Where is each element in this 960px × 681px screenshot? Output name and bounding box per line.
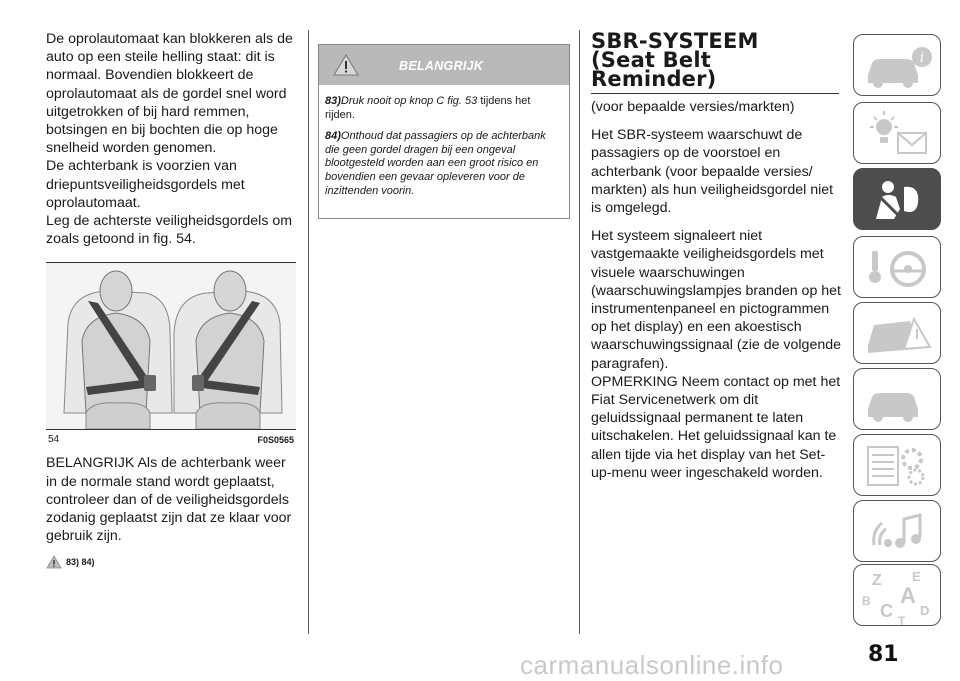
tab-index[interactable] xyxy=(853,564,941,626)
page-number: 81 xyxy=(868,642,899,667)
figure-number: 54 xyxy=(48,434,60,446)
svg-text:D: D xyxy=(920,603,930,618)
warning-triangle-icon xyxy=(333,54,359,76)
important-box xyxy=(318,44,570,219)
note-number: 84) xyxy=(325,130,341,143)
section-heading xyxy=(591,29,841,91)
tab-multimedia[interactable] xyxy=(853,500,941,562)
multimedia-music-icon xyxy=(854,501,942,563)
rear-seat-belts-illustration xyxy=(46,263,296,429)
middle-column xyxy=(318,44,568,219)
alphabetical-index-icon xyxy=(854,565,942,627)
car-info-icon xyxy=(854,35,942,97)
paragraph-sbr-intro: Het SBR-systeem waarschuwt de passagiers op de voorstoel en achterbank (voor bepaalde versies/ markten) als hun veiligheidsgordel niet is omgelegd. xyxy=(591,127,834,217)
key-steering-wheel-icon xyxy=(854,237,942,299)
important-box-body xyxy=(319,85,569,218)
warning-references xyxy=(46,555,296,569)
column-divider xyxy=(308,30,309,634)
svg-text:Z: Z xyxy=(872,572,882,589)
paragraph-rear-belts: De achterbank is voorzien van driepuntsveiligheidsgordels met oprolautomaat. xyxy=(46,158,245,211)
tab-maintenance[interactable] xyxy=(853,368,941,430)
car-maintenance-icon xyxy=(854,369,942,431)
note-number: 83) xyxy=(325,95,341,107)
heading-line: SBR-SYSTEEM xyxy=(591,29,759,53)
paragraph-important-rear-seat: BELANGRIJK Als de achterbank weer in de normale stand wordt geplaatst, controleer dan of de veiligheidsgordels zodanig geplaatst zijn dat ze klaar voor gebruik zijn. xyxy=(46,455,292,545)
figure-code: F0S0565 xyxy=(257,435,294,446)
heading-line: Reminder) xyxy=(591,67,717,91)
note-text: Druk nooit op knop C fig. 53 xyxy=(340,95,478,107)
car-breakdown-icon xyxy=(854,303,942,365)
paragraph-sbr-signals: Het systeem signaleert niet vastgemaakte veiligheidsgordels met visuele waarschuwingen (waarschuwingslampjes branden op het instrumentenpaneel en pictogrammen op het display) en een akoestisch waarschuwingssignaal (zie de volgende paragrafen). xyxy=(591,228,842,372)
tab-emergency[interactable] xyxy=(853,302,941,364)
svg-text:T: T xyxy=(898,614,906,627)
paragraph-note: OPMERKING Neem contact op met het Fiat Servicenetwerk om dit geluidssignaal permanent te laten uitschakelen. Het geluidssignaal kan te allen tijde via het display van het Set-up-menu weer ingeschakeld worden. xyxy=(591,373,841,481)
note-84 xyxy=(325,130,563,198)
svg-text:B: B xyxy=(862,594,871,608)
heading-line: (Seat Belt xyxy=(591,48,711,72)
important-box-title: BELANGRIJK xyxy=(399,59,484,73)
svg-text:E: E xyxy=(912,569,921,584)
tab-starting-driving[interactable] xyxy=(853,236,941,298)
tab-safety[interactable] xyxy=(853,168,941,230)
tab-technical-data[interactable] xyxy=(853,434,941,496)
right-column xyxy=(591,30,841,482)
column-divider xyxy=(579,30,580,634)
paragraph-versions: (voor bepaalde versies/markten) xyxy=(591,99,795,115)
watermark: carmanualsonline.info xyxy=(520,650,784,680)
note-text: Onthoud dat passagiers op de achterbank die geen gordel dragen bij een ongeval blootgesteld worden aan een groot risico en bovendien een gevaar opleveren voor de inzittenden voorin. xyxy=(325,130,546,197)
figure-54 xyxy=(46,262,296,446)
paragraph-fig-reference: Leg de achterste veiligheidsgordels om zoals getoond in fig. 54. xyxy=(46,213,293,248)
seatbelt-airbag-icon xyxy=(854,169,942,231)
note-text-tail: tijdens het rijden. xyxy=(325,95,531,121)
svg-text:i: i xyxy=(919,50,925,66)
svg-text:C: C xyxy=(880,601,893,621)
warning-lights-icon xyxy=(854,103,942,165)
specs-gear-icon xyxy=(854,435,942,497)
paragraph-retractor-lock: De oprolautomaat kan blokkeren als de auto op een steile helling staat: dit is normaal. Bovendien blokkeert de oprolautomaat als de gordel snel word uitgetrokken of bij hard remmen, botsingen en bij bochten die op hoge snelheid worden genomen. xyxy=(46,31,293,157)
important-box-header xyxy=(319,45,569,85)
heading-rule xyxy=(591,93,839,94)
reference-numbers: 83) 84) xyxy=(66,557,95,568)
left-column xyxy=(46,30,296,569)
svg-text:A: A xyxy=(900,583,916,608)
tab-warning-lights[interactable] xyxy=(853,102,941,164)
tab-car-info[interactable] xyxy=(853,34,941,96)
warning-triangle-icon xyxy=(46,555,62,569)
note-83 xyxy=(325,95,563,122)
